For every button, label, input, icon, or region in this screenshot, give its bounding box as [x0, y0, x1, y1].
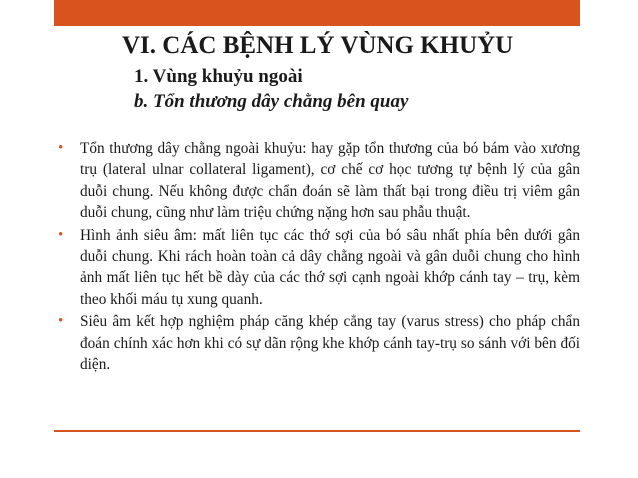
bullet-dot-icon: • — [58, 313, 64, 330]
bullet-item — [58, 311, 580, 375]
bottom-divider — [54, 430, 580, 432]
bullet-item — [58, 225, 580, 311]
slide-subsubtitle: b. Tổn thương dây chằng bên quay — [134, 91, 409, 112]
bullet-text: Siêu âm kết hợp nghiệm pháp căng khép cẳng tay (varus stress) cho pháp chẩn đoán chính xác hơn khi có sự dãn rộng khe khớp cánh tay-trụ so sánh với bên đối diện. — [80, 313, 580, 374]
bullet-dot-icon: • — [58, 140, 64, 156]
slide-subtitle: 1. Vùng khuỷu ngoài — [134, 66, 303, 87]
bullet-item — [58, 138, 580, 224]
top-accent-bar — [54, 0, 580, 26]
bullet-text: Hình ảnh siêu âm: mất liên tục các thớ sợi của bó sâu nhất phía bên dưới gân duỗi chung. Khi rách hoàn toàn cả dây chằng ngoài và gân duỗi chung cho hình ảnh mất liên tục hết bề dày của các thớ sợi cạnh ngoài khớp cánh tay – trụ, kèm theo khối máu tụ xung quanh. — [80, 226, 580, 308]
bullet-list — [58, 138, 580, 376]
bullet-dot-icon: • — [58, 226, 64, 243]
bullet-text: Tổn thương dây chằng ngoài khuỷu: hay gặp tổn thương của bó bám vào xương trụ (lateral ulnar collateral ligament), cơ chế cơ học tương tự bệnh lý của gân duỗi chung. Nếu không được chẩn đoán sẽ làm thất bại trong điều trị viêm gân duỗi chung, cũng như làm triệu chứng nặng hơn sau phẫu thuật. — [80, 140, 580, 222]
slide-title: VI. CÁC BỆNH LÝ VÙNG KHUỶU — [122, 32, 514, 59]
